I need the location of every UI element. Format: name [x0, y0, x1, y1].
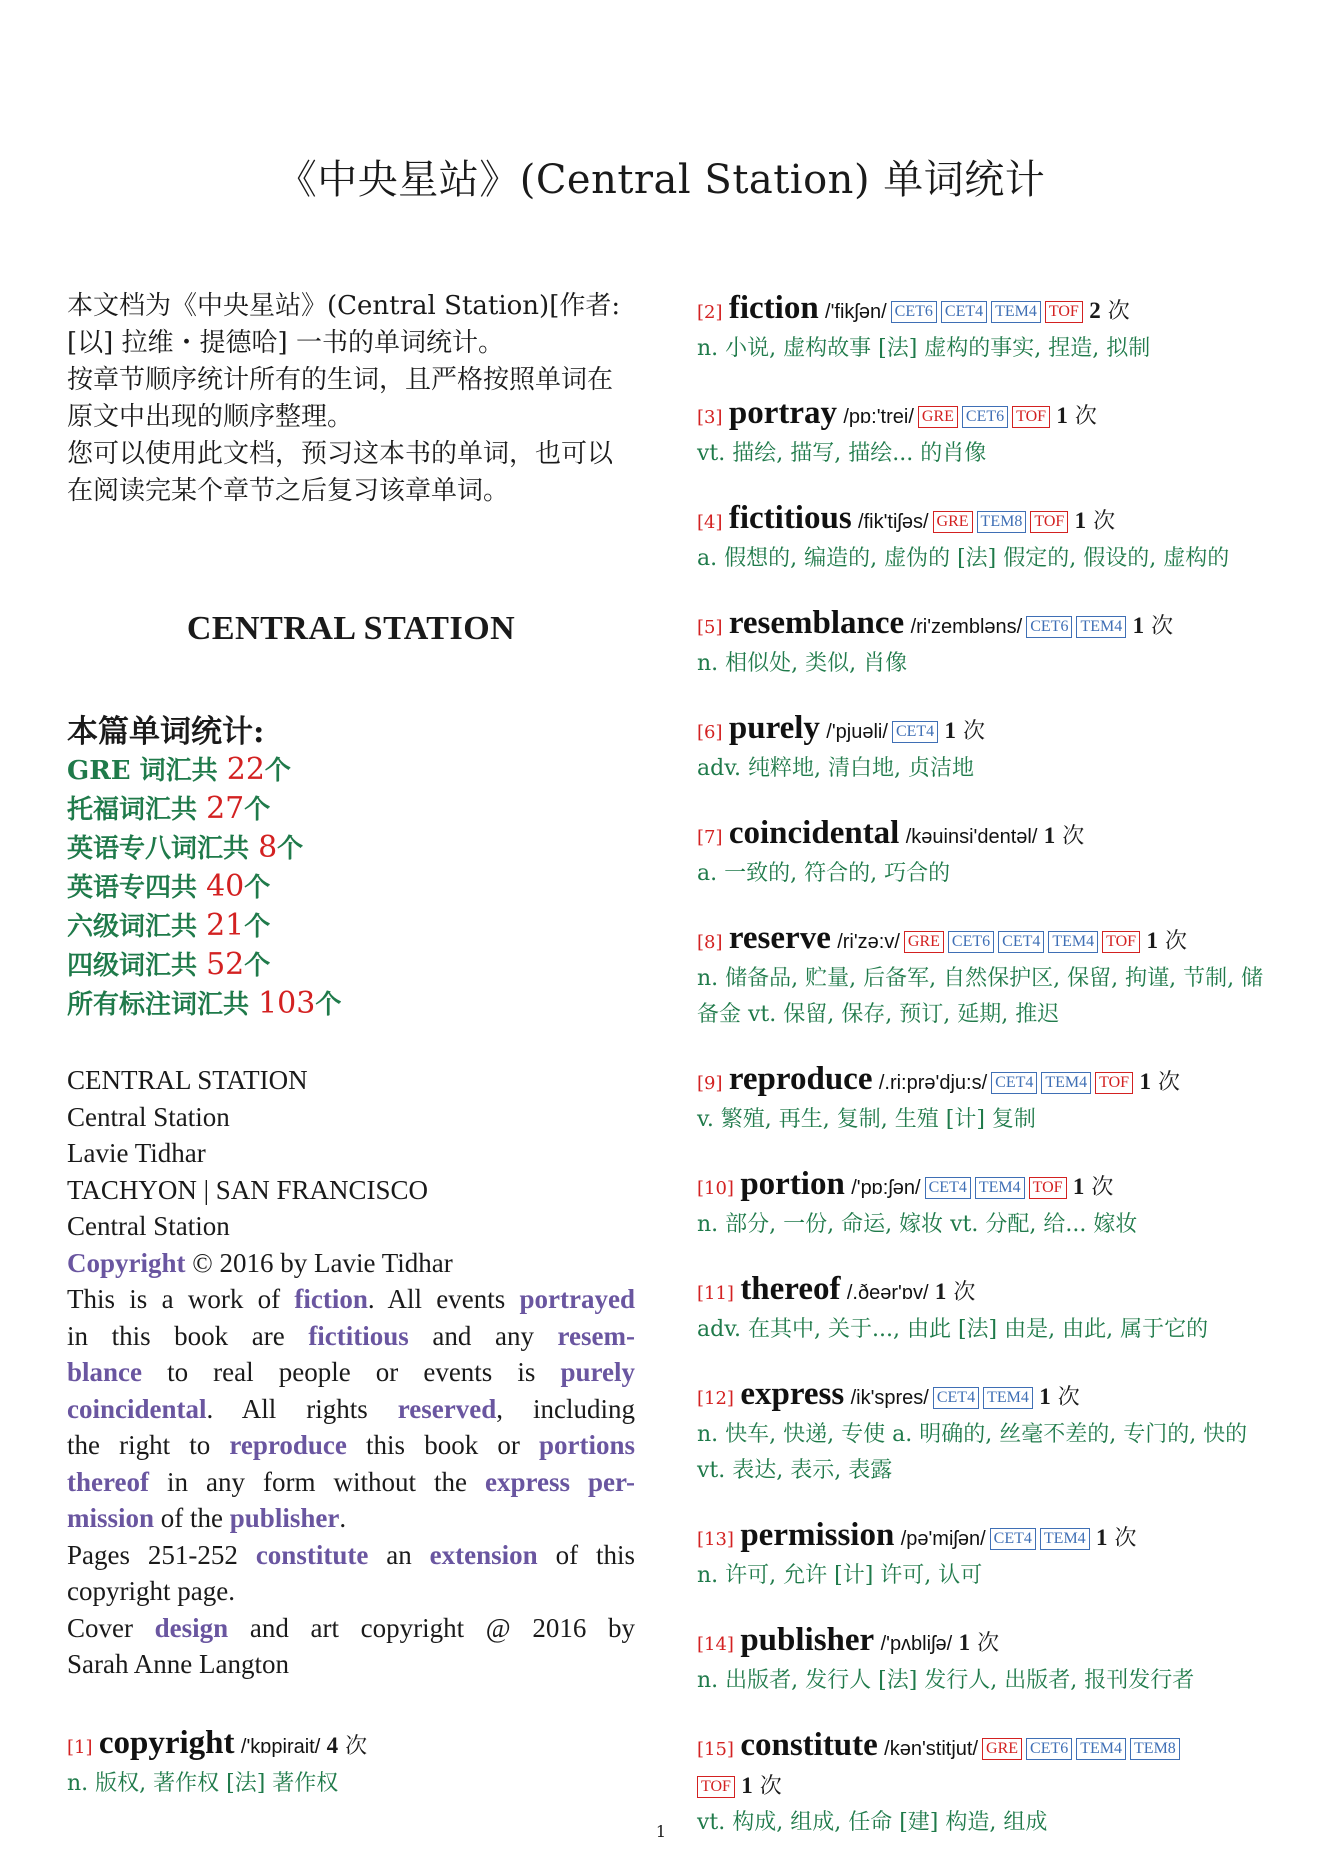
frequency-count: 1 [934, 1279, 947, 1304]
exam-tag: CET6 [1026, 616, 1072, 638]
exam-tag: CET4 [941, 301, 987, 323]
intro-text [67, 288, 635, 510]
frequency-count: 1 [1096, 1525, 1108, 1550]
excerpt-text: Pages 251-252 [67, 1539, 256, 1570]
frequency-count: 1 [1043, 823, 1056, 848]
book-excerpt [67, 1062, 635, 1683]
exam-tag: CET6 [962, 406, 1008, 428]
stat-unit: 个 [244, 795, 271, 825]
entry-frequency [1089, 299, 1130, 324]
frequency-unit: 次 [963, 719, 986, 744]
entry-head-continued [697, 1768, 1277, 1805]
excerpt-line [67, 1391, 635, 1428]
excerpt-text: and art copyright @ 2016 by [228, 1612, 635, 1643]
entry-number: [2] [697, 302, 723, 323]
entry-number: [3] [697, 407, 723, 428]
entry-frequency [741, 1774, 782, 1799]
exam-tag: GRE [904, 931, 944, 953]
entry-ipa: /ri'zembləns/ [910, 616, 1023, 638]
vocab-entry [697, 1271, 1277, 1348]
stat-unit: 个 [264, 756, 291, 786]
entry-head [697, 815, 1277, 856]
entry-ipa: /'pʌbliʃə/ [880, 1633, 953, 1655]
frequency-count: 1 [1056, 403, 1068, 428]
entry-frequency [1146, 929, 1187, 954]
stat-count: 27 [206, 791, 245, 826]
excerpt-line: CENTRAL STATION [67, 1065, 308, 1095]
excerpt-line: Lavie Tidhar [67, 1138, 206, 1168]
exam-tag: TOF [1102, 931, 1140, 953]
entry-number: [4] [697, 512, 723, 533]
vocab-entry [697, 1622, 1277, 1699]
entry-head [697, 290, 1277, 331]
entry-definition: n. 许可, 允许 [计] 许可, 认可 [697, 1563, 983, 1588]
frequency-count: 1 [1132, 613, 1145, 638]
excerpt-text: of this [537, 1539, 635, 1570]
frequency-count: 1 [1139, 1069, 1151, 1094]
entry-word[interactable]: reserve [728, 920, 831, 956]
vocab-link[interactable]: portrayed [519, 1284, 635, 1314]
vocab-link[interactable]: express [485, 1466, 570, 1497]
stat-count: 103 [258, 986, 316, 1021]
stat-unit: 个 [244, 873, 271, 903]
stat-unit: 个 [277, 834, 304, 864]
frequency-unit: 次 [345, 1733, 368, 1759]
vocab-entry [697, 1166, 1277, 1243]
exam-tag: CET4 [892, 721, 938, 743]
stat-label: 所有标注词汇共 [67, 990, 259, 1020]
vocab-entry [697, 710, 1277, 787]
exam-tag: CET4 [998, 931, 1044, 953]
entry-head [697, 710, 1277, 751]
excerpt-text: an [368, 1539, 430, 1570]
entry-word[interactable]: resemblance [728, 605, 905, 641]
stat-line-toefl [67, 790, 635, 829]
vocab-link[interactable]: thereof [67, 1466, 149, 1497]
frequency-count: 1 [1039, 1384, 1051, 1409]
entry-word[interactable]: permission [740, 1517, 895, 1553]
stat-unit: 个 [315, 990, 342, 1020]
document-title: 《中央星站》(Central Station) 单词统计 [276, 157, 1046, 203]
entry-head [67, 1725, 635, 1766]
vocab-link[interactable]: coincidental [67, 1393, 207, 1424]
excerpt-text: . All events [367, 1284, 520, 1314]
vocab-entry [697, 1376, 1277, 1489]
entry-number: [8] [697, 932, 723, 953]
entry-word[interactable]: fictitious [728, 500, 852, 536]
frequency-unit: 次 [1107, 299, 1130, 324]
entry-head [697, 1727, 1277, 1768]
exam-tag: TOF [1012, 406, 1050, 428]
frequency-count: 1 [1146, 928, 1158, 953]
entry-word[interactable]: portion [740, 1166, 845, 1202]
excerpt-text: the right to [67, 1430, 230, 1460]
frequency-count: 1 [1074, 508, 1087, 533]
page-number: 1 [655, 1822, 667, 1841]
frequency-unit: 次 [1074, 404, 1097, 429]
entry-frequency [1075, 509, 1116, 534]
excerpt-text: this book or [346, 1430, 539, 1460]
stats-list [67, 751, 635, 1024]
frequency-unit: 次 [1114, 1526, 1137, 1551]
vocab-entry [697, 290, 1277, 367]
entry-number: [12] [697, 1388, 734, 1409]
entry-frequency [945, 719, 986, 744]
entry-definition: n. 版权, 著作权 [法] 著作权 [67, 1770, 339, 1796]
entry-number: [6] [697, 722, 723, 743]
vocab-entry [697, 1517, 1277, 1594]
excerpt-line [67, 1318, 635, 1355]
entry-head [697, 605, 1277, 646]
vocab-entry [697, 500, 1277, 577]
entry-word[interactable]: thereof [740, 1271, 841, 1307]
entry-ipa: /'fikʃən/ [825, 301, 887, 323]
frequency-unit: 次 [759, 1774, 782, 1799]
entry-head [697, 1061, 1277, 1102]
left-column [67, 288, 635, 1830]
entry-ipa: /'kɒpirait/ [240, 1735, 321, 1758]
exam-tag: TEM4 [991, 301, 1041, 323]
excerpt-text: © 2016 by Lavie Tidhar [185, 1247, 453, 1278]
entry-definition: n. 储备品, 贮量, 后备军, 自然保护区, 保留, 拘谨, 节制, 储备金 vt. 保留, 保存, 预订, 延期, 推迟 [697, 966, 1264, 1027]
stat-line-cet6 [67, 907, 635, 946]
entry-frequency [1039, 1385, 1080, 1410]
entry-definition: n. 出版者, 发行人 [法] 发行人, 出版者, 报刊发行者 [697, 1668, 1195, 1693]
vocab-link[interactable]: reproduce [229, 1430, 347, 1460]
excerpt-text: in this book are [67, 1320, 309, 1351]
entry-number: [5] [697, 617, 723, 638]
stat-count: 52 [206, 947, 245, 982]
vocab-link[interactable]: extension [429, 1539, 538, 1570]
exam-tag: CET4 [991, 1072, 1037, 1094]
stat-unit: 个 [244, 951, 271, 981]
excerpt-text: Cover [67, 1612, 155, 1643]
entry-frequency [935, 1280, 976, 1305]
entry-word[interactable]: publisher [740, 1622, 875, 1658]
entry-ipa: /ri'zə:v/ [837, 931, 900, 953]
excerpt-line [67, 1500, 635, 1537]
entry-definition: adv. 在其中, 关于..., 由此 [法] 由是, 由此, 属于它的 [697, 1317, 1209, 1342]
exam-tag: TEM4 [1048, 931, 1098, 953]
vocab-entry [697, 815, 1277, 892]
entry-ipa: /pɒ:'trei/ [843, 406, 914, 428]
exam-tag: TEM4 [983, 1387, 1033, 1409]
vocab-entry [67, 1725, 635, 1802]
entry-definition: v. 繁殖, 再生, 复制, 生殖 [计] 复制 [697, 1107, 1036, 1132]
entry-ipa: /kən'stitjut/ [884, 1738, 979, 1760]
exam-tag: TOF [697, 1776, 735, 1798]
excerpt-text: , including [496, 1393, 635, 1424]
excerpt-text: to real people or events is [142, 1357, 561, 1387]
frequency-count: 2 [1089, 298, 1101, 323]
vocab-entry [697, 605, 1277, 682]
frequency-count: 1 [958, 1630, 971, 1655]
stat-label: 托福词汇共 [67, 795, 207, 825]
vocab-link[interactable]: portions [538, 1430, 635, 1460]
stat-count: 21 [206, 908, 245, 943]
stat-label: 四级词汇共 [67, 951, 207, 981]
vocab-link[interactable]: fiction [294, 1284, 368, 1314]
stat-label: 英语专八词汇共 [67, 834, 259, 864]
vocab-link[interactable]: reserved [397, 1393, 497, 1424]
vocab-entry [697, 395, 1277, 472]
exam-tag: TEM4 [1076, 1738, 1126, 1760]
vocab-link[interactable]: design [154, 1612, 229, 1643]
entry-definition: a. 假想的, 编造的, 虚伪的 [法] 假定的, 假设的, 虚构的 [697, 546, 1230, 571]
stat-line-cet4 [67, 946, 635, 985]
excerpt-line [67, 1537, 635, 1574]
entry-frequency [1073, 1175, 1114, 1200]
entry-word[interactable]: copyright [98, 1724, 235, 1761]
entry-head [697, 500, 1277, 541]
entry-head [697, 395, 1277, 436]
frequency-count: 1 [1072, 1174, 1085, 1199]
vocab-link[interactable]: fictitious [308, 1320, 409, 1351]
frequency-unit: 次 [1091, 1175, 1114, 1200]
intro-line: 本文档为《中央星站》(Central Station)[作者: [以] 拉维・提德哈] 一书的单词统计。 [67, 291, 621, 358]
entry-ipa: /fik'tiʃəs/ [858, 511, 929, 533]
frequency-count: 1 [741, 1773, 753, 1798]
intro-line: 按章节顺序统计所有的生词，且严格按照单词在原文中出现的顺序整理。 [67, 365, 614, 432]
excerpt-line: Central Station [67, 1101, 230, 1132]
frequency-unit: 次 [1151, 614, 1174, 639]
frequency-unit: 次 [977, 1631, 1000, 1656]
frequency-unit: 次 [1062, 824, 1085, 849]
excerpt-text: in any form without the [148, 1466, 485, 1497]
exam-tag: TEM4 [975, 1177, 1025, 1199]
entry-ipa: /kəuinsi'dentəl/ [905, 826, 1038, 848]
entry-number: [7] [697, 827, 723, 848]
excerpt-line [67, 1427, 635, 1464]
entry-frequency [1056, 404, 1097, 429]
stat-count: 40 [206, 869, 245, 904]
entry-word[interactable]: reproduce [728, 1061, 873, 1097]
right-column [697, 290, 1277, 1869]
entry-definition: vt. 描绘, 描写, 描绘... 的肖像 [697, 441, 987, 466]
entry-head [697, 920, 1277, 961]
excerpt-line [67, 1464, 635, 1501]
entry-word[interactable]: express [740, 1376, 845, 1412]
stat-count: 8 [258, 830, 278, 865]
frequency-unit: 次 [1093, 509, 1116, 534]
excerpt-line [67, 1281, 635, 1318]
entry-head [697, 1166, 1277, 1207]
stat-line-tem8 [67, 829, 635, 868]
stat-unit: 个 [244, 912, 271, 942]
entry-frequency [959, 1631, 1000, 1656]
vocab-link[interactable]: purely [560, 1357, 635, 1387]
stat-label: 六级词汇共 [67, 912, 207, 942]
entry-head [697, 1271, 1277, 1312]
exam-tag: TEM4 [1040, 1528, 1090, 1550]
entry-definition: vt. 构成, 组成, 任命 [建] 构造, 组成 [697, 1810, 1048, 1835]
vocab-link[interactable]: Copyright [67, 1247, 186, 1278]
entry-number: [15] [697, 1739, 734, 1760]
exam-tag: CET6 [1026, 1738, 1072, 1760]
stat-label: GRE 词汇共 [67, 756, 227, 786]
excerpt-line [67, 1245, 635, 1282]
frequency-unit: 次 [1057, 1385, 1080, 1410]
excerpt-line: Sarah Anne Langton [67, 1649, 289, 1679]
entry-definition: n. 小说, 虚构故事 [法] 虚构的事实, 捏造, 拟制 [697, 336, 1151, 361]
entry-frequency [327, 1734, 368, 1759]
excerpt-line [67, 1354, 635, 1391]
vocab-entry [697, 1061, 1277, 1138]
stat-count: 22 [226, 752, 265, 787]
stat-line-gre [67, 751, 635, 790]
exam-tag: GRE [918, 406, 958, 428]
entry-ipa: /.ri:prə'dju:s/ [878, 1072, 988, 1094]
vocab-link[interactable]: blance [67, 1357, 143, 1387]
entry-word[interactable]: purely [728, 710, 820, 746]
vocab-link[interactable]: per- [570, 1466, 635, 1497]
section-heading: CENTRAL STATION [186, 610, 516, 647]
frequency-count: 4 [326, 1732, 339, 1758]
entry-definition: n. 相似处, 类似, 肖像 [697, 651, 908, 676]
stat-line-tem4 [67, 868, 635, 907]
entry-word[interactable]: coincidental [728, 815, 900, 851]
exam-tag: TOF [1045, 301, 1083, 323]
excerpt-text: of the [154, 1503, 230, 1533]
entry-frequency [1096, 1526, 1137, 1551]
entry-definition: adv. 纯粹地, 清白地, 贞洁地 [697, 756, 974, 781]
excerpt-text: . [339, 1503, 347, 1533]
entry-frequency [1139, 1070, 1180, 1095]
excerpt-line: copyright page. [67, 1576, 235, 1606]
intro-line: 您可以使用此文档，预习这本书的单词，也可以在阅读完某个章节之后复习该章单词。 [67, 439, 614, 506]
entry-word[interactable]: fiction [728, 290, 819, 326]
exam-tag: TEM4 [1041, 1072, 1091, 1094]
entry-definition: n. 部分, 一份, 命运, 嫁妆 vt. 分配, 给... 嫁妆 [697, 1212, 1138, 1237]
entry-number: [1] [67, 1736, 93, 1758]
entry-frequency [1133, 614, 1174, 639]
exam-tag: CET4 [933, 1387, 979, 1409]
entry-frequency [1044, 824, 1085, 849]
frequency-unit: 次 [953, 1280, 976, 1305]
entry-ipa: /.ðeər'ɒv/ [846, 1282, 929, 1304]
entry-definition: a. 一致的, 符合的, 巧合的 [697, 861, 951, 886]
entry-ipa: /'pjuəli/ [826, 721, 888, 743]
entry-ipa: /'pɒ:ʃən/ [851, 1177, 921, 1199]
stats-title: 本篇单词统计: [67, 714, 265, 750]
entry-number: [14] [697, 1634, 734, 1655]
frequency-count: 1 [944, 718, 957, 743]
excerpt-text: and any [408, 1320, 558, 1351]
frequency-unit: 次 [1157, 1070, 1180, 1095]
exam-tag: CET6 [891, 301, 937, 323]
exam-tag: CET6 [948, 931, 994, 953]
excerpt-text: This is a work of [67, 1284, 295, 1314]
vocab-link[interactable]: mission [67, 1503, 155, 1533]
entry-ipa: /ik'spres/ [850, 1387, 929, 1409]
entry-ipa: /pə'miʃən/ [900, 1528, 986, 1550]
exam-tag: TEM4 [1076, 616, 1126, 638]
entry-number: [9] [697, 1073, 723, 1094]
frequency-unit: 次 [1164, 929, 1187, 954]
exam-tag: GRE [933, 511, 973, 533]
entry-number: [13] [697, 1529, 734, 1550]
entry-word[interactable]: portray [728, 395, 837, 431]
vocab-link[interactable]: resem- [557, 1320, 635, 1351]
entry-head [697, 1376, 1277, 1417]
entry-word[interactable]: constitute [740, 1727, 878, 1763]
exam-tag: TOF [1030, 511, 1068, 533]
entry-number: [11] [697, 1283, 734, 1304]
exam-tag: GRE [982, 1738, 1022, 1760]
vocab-entry [697, 920, 1277, 1033]
excerpt-line [67, 1610, 635, 1647]
excerpt-line: Central Station [67, 1211, 230, 1241]
exam-tag: TOF [1095, 1072, 1133, 1094]
stat-line-all [67, 985, 635, 1024]
exam-tag: CET4 [990, 1528, 1036, 1550]
vocab-link[interactable]: constitute [255, 1539, 369, 1570]
exam-tag: TEM8 [977, 511, 1027, 533]
entry-definition: n. 快车, 快递, 专使 a. 明确的, 丝毫不差的, 专门的, 快的 vt. 表达, 表示, 表露 [697, 1422, 1248, 1483]
stat-label: 英语专四共 [67, 873, 207, 903]
exam-tag: CET4 [925, 1177, 971, 1199]
vocab-link[interactable]: publisher [229, 1503, 340, 1533]
excerpt-line: TACHYON | SAN FRANCISCO [67, 1174, 429, 1205]
exam-tag: TOF [1029, 1177, 1067, 1199]
entry-head [697, 1517, 1277, 1558]
entry-number: [10] [697, 1178, 734, 1199]
excerpt-text: . All rights [206, 1393, 398, 1424]
entry-head [697, 1622, 1277, 1663]
exam-tag: TEM8 [1130, 1738, 1180, 1760]
